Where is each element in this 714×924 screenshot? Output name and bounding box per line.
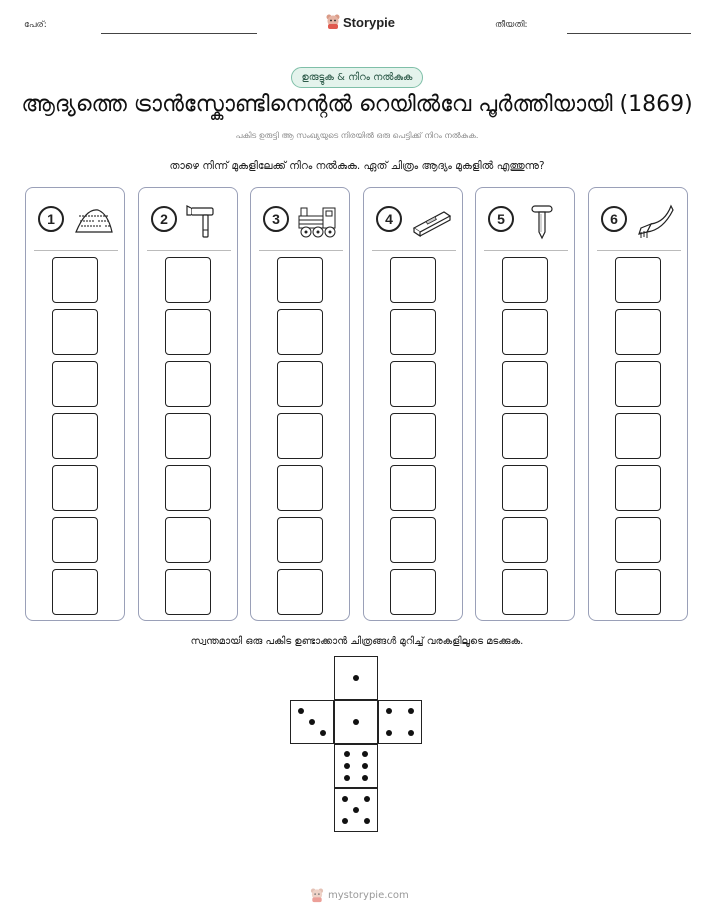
die-face-1 xyxy=(334,656,378,700)
footer-url[interactable]: mystorypie.com xyxy=(328,890,409,901)
color-box[interactable] xyxy=(502,465,548,511)
color-box[interactable] xyxy=(52,309,98,355)
color-box[interactable] xyxy=(615,257,661,303)
rail-track-icon xyxy=(635,202,677,240)
color-box[interactable] xyxy=(165,309,211,355)
column-divider xyxy=(597,250,681,251)
die-column-4 xyxy=(363,187,463,621)
die-pip xyxy=(298,708,304,714)
color-box[interactable] xyxy=(277,361,323,407)
color-box[interactable] xyxy=(52,517,98,563)
cut-instruction: സ്വന്തമായി ഒരു പകിട ഉണ്ടാക്കാൻ ചിത്രങ്ങൾ മുറിച്ച് വരകളിലൂടെ മടക്കുക. xyxy=(190,636,524,647)
railroad-spike-icon xyxy=(522,202,564,240)
color-box[interactable] xyxy=(390,309,436,355)
color-box[interactable] xyxy=(390,465,436,511)
column-number: 3 xyxy=(263,206,289,232)
die-pip xyxy=(320,730,326,736)
color-box[interactable] xyxy=(52,257,98,303)
color-box[interactable] xyxy=(502,361,548,407)
die-pip xyxy=(364,818,370,824)
die-face-3 xyxy=(290,700,334,744)
die-face-4 xyxy=(378,700,422,744)
bear-logo-icon xyxy=(326,14,340,30)
color-box[interactable] xyxy=(277,517,323,563)
column-header xyxy=(484,202,568,242)
gravel-pile-icon xyxy=(72,202,114,240)
column-number: 5 xyxy=(488,206,514,232)
die-pip xyxy=(386,708,392,714)
activity-badge: ഉരുട്ടുക & നിറം നൽകുക xyxy=(291,67,424,88)
die-pip xyxy=(386,730,392,736)
die-face-1 xyxy=(334,700,378,744)
column-divider xyxy=(147,250,231,251)
die-pip xyxy=(408,730,414,736)
column-header xyxy=(147,202,231,242)
die-pip xyxy=(342,818,348,824)
die-pip xyxy=(364,796,370,802)
page-title: ആദ്യത്തെ ട്രാൻസ്കോണ്ടിനെന്റൽ റെയിൽവേ പൂർത്തിയായി (1869) xyxy=(21,92,693,117)
color-box[interactable] xyxy=(502,413,548,459)
column-header xyxy=(597,202,681,242)
color-box[interactable] xyxy=(165,361,211,407)
color-box[interactable] xyxy=(390,257,436,303)
color-box[interactable] xyxy=(502,257,548,303)
color-box[interactable] xyxy=(502,569,548,615)
die-column-6 xyxy=(588,187,688,621)
column-number: 2 xyxy=(151,206,177,232)
railroad-tie-icon xyxy=(410,202,452,240)
die-pip xyxy=(353,675,359,681)
die-pip xyxy=(362,763,368,769)
column-header xyxy=(372,202,456,242)
color-box[interactable] xyxy=(615,517,661,563)
column-number: 1 xyxy=(38,206,64,232)
color-box[interactable] xyxy=(277,257,323,303)
date-line[interactable] xyxy=(567,33,691,34)
color-box[interactable] xyxy=(390,413,436,459)
die-face-6 xyxy=(334,744,378,788)
die-column-5 xyxy=(475,187,575,621)
color-box[interactable] xyxy=(277,465,323,511)
color-box[interactable] xyxy=(615,361,661,407)
die-pip xyxy=(342,796,348,802)
color-box[interactable] xyxy=(390,517,436,563)
column-divider xyxy=(259,250,343,251)
color-box[interactable] xyxy=(277,309,323,355)
die-pip xyxy=(344,751,350,757)
column-number: 6 xyxy=(601,206,627,232)
hammer-icon xyxy=(185,202,227,240)
logo xyxy=(326,14,395,30)
color-box[interactable] xyxy=(277,569,323,615)
column-divider xyxy=(484,250,568,251)
color-box[interactable] xyxy=(502,309,548,355)
column-number: 4 xyxy=(376,206,402,232)
name-line[interactable] xyxy=(101,33,257,34)
die-pip xyxy=(362,751,368,757)
die-face-5 xyxy=(334,788,378,832)
die-pip xyxy=(353,719,359,725)
die-column-2 xyxy=(138,187,238,621)
color-box[interactable] xyxy=(615,309,661,355)
color-box[interactable] xyxy=(165,517,211,563)
column-header xyxy=(259,202,343,242)
logo-text: Storypie xyxy=(343,14,396,30)
die-pip xyxy=(362,775,368,781)
color-box[interactable] xyxy=(165,257,211,303)
bear-footer-icon xyxy=(310,888,324,903)
die-pip xyxy=(344,763,350,769)
color-box[interactable] xyxy=(52,361,98,407)
die-column-3 xyxy=(250,187,350,621)
color-box[interactable] xyxy=(165,413,211,459)
column-header xyxy=(34,202,118,242)
die-pip xyxy=(353,807,359,813)
color-box[interactable] xyxy=(165,465,211,511)
locomotive-icon xyxy=(297,202,339,240)
column-divider xyxy=(34,250,118,251)
color-box[interactable] xyxy=(615,569,661,615)
name-label: പേര്: xyxy=(24,20,47,30)
page-subtitle: പകിട ഉരുട്ടി ആ സംഖ്യയുടെ നിരയിൽ ഒരു പെട്ടിക്ക് നിറം നൽകുക. xyxy=(235,131,479,140)
die-pip xyxy=(344,775,350,781)
color-box[interactable] xyxy=(52,569,98,615)
footer xyxy=(310,888,409,903)
color-box[interactable] xyxy=(52,465,98,511)
color-box[interactable] xyxy=(277,413,323,459)
color-box[interactable] xyxy=(390,361,436,407)
date-label: തീയതി: xyxy=(495,20,528,30)
color-box[interactable] xyxy=(615,465,661,511)
instruction-question: താഴെ നിന്ന് മുകളിലേക്ക് നിറം നൽകുക. ഏത് ചിത്രം ആദ്യം മുകളിൽ എത്തുന്നു? xyxy=(169,160,545,172)
color-box[interactable] xyxy=(52,413,98,459)
color-box[interactable] xyxy=(390,569,436,615)
die-column-1 xyxy=(25,187,125,621)
color-box[interactable] xyxy=(502,517,548,563)
die-pip xyxy=(408,708,414,714)
die-pip xyxy=(309,719,315,725)
column-divider xyxy=(372,250,456,251)
color-box[interactable] xyxy=(165,569,211,615)
color-box[interactable] xyxy=(615,413,661,459)
